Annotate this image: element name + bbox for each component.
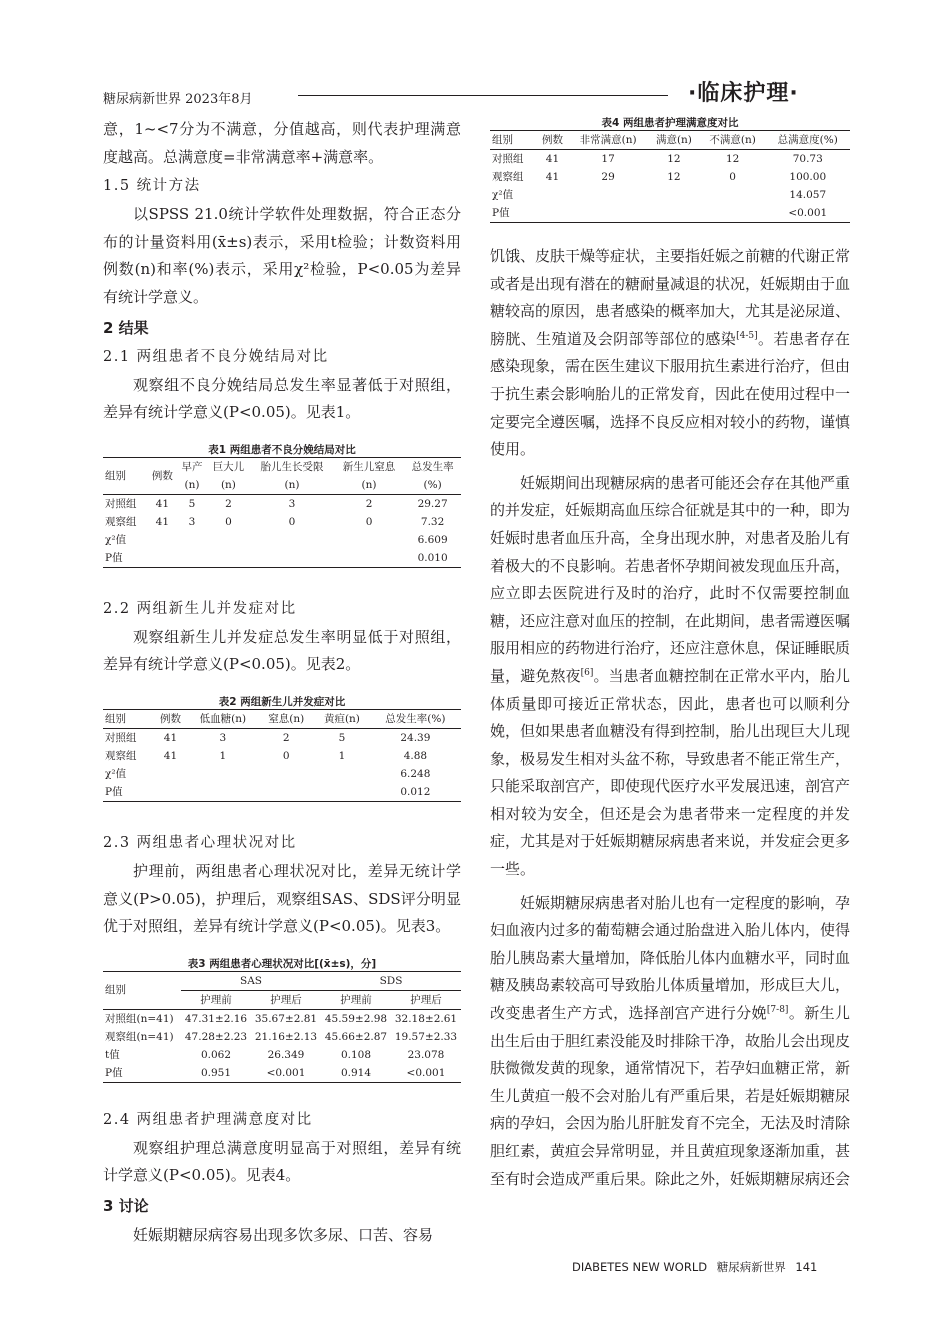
table-cell: 0 [288,515,296,528]
table-header: 低血糖(n) [199,712,247,725]
paragraph: 以SPSS 21.0统计学软件处理数据，符合正态分布的计量资料用(x̄±s)表示，采用t检验；计数资料用例数(n)和率(%)表示，采用χ²检验，P<0.05为差异有统计学意义。 [103,205,461,306]
paragraph: 意，1~<7分为不满意，分值越高，则代表护理满意度越高。总满意度=非常满意率+满意率。 [103,120,461,166]
paragraph-text: 饥饿、皮肤干燥等症状，主要指妊娠之前糖的代谢正常或者是出现有潜在的糖耐量减退的状况，妊娠期由于血糖较高的原因，患者感染的概率加大，尤其是泌尿道、膀胱、生殖道及会阴部等部位的感染 [490,247,851,348]
paragraph: 护理前，两组患者心理状况对比，差异无统计学意义(P>0.05)，护理后，观察组SAS、SDS评分明显优于对照组，差异有统计学意义(P<0.05)。见表3。 [103,861,461,936]
table-cell: 41 [155,515,170,528]
running-header-journal: 糖尿病新世界 2023年8月 [103,92,253,107]
table-cell: 29.27 [417,497,448,510]
table-cell: 3 [188,515,196,528]
paragraph: 观察组护理总满意度明显高于对照组，差异有统计学意义(P<0.05)。见表4。 [103,1138,461,1185]
footer-journal-cn: 糖尿病新世界 [716,1260,786,1274]
table-cell: 24.39 [400,731,431,744]
table-cell: 观察组(n=41) [105,1030,174,1043]
table-header: 胎儿生长受限 [260,460,324,473]
section-heading: 2 结果 [103,318,149,337]
table-header: (n) [184,478,200,491]
table-cell: χ²值 [492,189,514,201]
table-cell: 0 [365,515,373,528]
citation: [4-5] [736,330,758,341]
footer-journal-en: DIABETES NEW WORLD [572,1260,708,1274]
table-row [490,186,850,204]
paragraph: 观察组不良分娩结局总发生率显著低于对照组，差异有统计学意义(P<0.05)。见表1。 [103,375,461,422]
table-cell: <0.001 [406,1066,446,1079]
table-cell: 4.88 [403,749,428,762]
table-cell: P值 [492,207,510,219]
table-row [490,204,850,223]
citation: [7-8] [766,1005,789,1016]
paragraph [490,470,850,884]
table-cell: χ²值 [105,767,127,780]
table-cell: 35.67±2.81 [254,1012,318,1025]
table-row [490,168,850,186]
section-heading: 2.3 两组患者心理状况对比 [103,834,297,851]
table-cell: 观察组 [105,515,137,528]
table-cell: 对照组 [105,497,137,510]
table-cell: 23.078 [407,1048,445,1061]
table-cell: 17 [601,153,615,165]
table-row [103,783,461,802]
table-1 [103,457,461,568]
table-row [103,1028,461,1046]
paragraph [490,243,850,464]
table-header: (n) [284,478,300,491]
table-cell: 6.609 [417,533,448,546]
table-cell: <0.001 [788,207,828,219]
table-cell: 对照组 [105,731,137,744]
table-cell: 45.66±2.87 [324,1030,388,1043]
table-row [103,531,461,549]
paragraph-text: 。新生儿出生后由于胆红素没能及时排除干净，故胎儿会出现皮肤微微发黄的现象，通常情况下，若孕妇血糖正常，新生儿黄疸一般不会对胎儿有严重后果，若是妊娠期糖尿病的孕妇，会因为胎儿肝脏发育不完全，无法及时清除胆红素，黄疸会异常明显，并且黄疸现象逐渐加重，甚至有时会造成严重后果。除此之外，妊娠期糖尿病还会 [490,1004,851,1188]
table-cell: χ²值 [105,533,127,546]
table-cell: 0 [225,515,232,528]
paragraph: 妊娠期糖尿病容易出现多饮多尿、口苦、容易 [133,1225,434,1244]
section-heading: 1.5 统计方法 [103,178,201,195]
table-cell: 41 [163,731,178,744]
table-cell: 6.248 [400,767,431,780]
table-row [103,1046,461,1064]
running-header-section: ·临床护理· [688,81,799,106]
table-header: 护理前 [200,993,232,1006]
table-header: 组别 [105,712,126,725]
table-cell: 0.012 [400,785,431,798]
table-row [103,494,461,513]
table-3 [103,971,461,1083]
table-cell: 32.18±2.61 [394,1012,458,1025]
table-header: 组别 [103,457,148,494]
table-header: 满意(n) [655,134,692,146]
table-cell: 观察组 [105,749,137,762]
table-caption: 表3 两组患者心理状况对比[(x̄±s)，分] [187,957,377,970]
table-cell: 47.31±2.16 [184,1012,248,1025]
table-cell: P值 [105,785,123,798]
table-cell: 2 [365,497,373,510]
table-header: 总发生率 [411,460,454,473]
left-column [103,116,461,1250]
table-cell: 41 [545,171,560,183]
table-cell: 2 [225,497,232,510]
table-cell: 对照组(n=41) [105,1012,174,1025]
table-cell: 0 [282,749,290,762]
table-cell: 29 [601,171,615,183]
table-4 [490,130,850,223]
paragraph-text: 。当患者血糖控制在正常水平内，胎儿体质量即可接近正常状态，因此，患者也可以顺利分娩，但如果患者血糖没有得到控制，胎儿出现巨大儿现象，极易发生相对头盆不称，导致患者不能正常生产，只能采取剖宫产，即使现代医疗水平发展迅速，剖宫产相对较为安全，但还是会为患者带来一定程度的并发症，尤其是对于妊娠期糖尿病患者来说，并发症会更多一些。 [490,666,851,879]
table-cell: 0.951 [200,1066,232,1079]
table-cell: P值 [105,1066,123,1079]
table-cell: 对照组 [492,153,524,165]
table-cell: 41 [163,749,178,762]
table-cell: 26.349 [267,1048,305,1061]
table-cell: 观察组 [492,171,524,183]
table-cell: 0.914 [340,1066,371,1079]
citation: [6] [580,667,594,678]
table-cell: 41 [155,497,170,510]
table-row [490,150,850,169]
table-row [103,765,461,783]
table-cell: 14.057 [789,189,827,201]
table-header: 新生儿窒息 [342,460,396,473]
page-number: 141 [795,1260,818,1274]
table-header: SDS [321,971,461,990]
table-cell: 45.59±2.98 [324,1012,388,1025]
section-heading: 2.4 两组患者护理满意度对比 [103,1111,313,1128]
header-rule [298,95,668,96]
table-cell: 7.32 [420,515,445,528]
paragraph-text: 。若患者存在感染现象，需在医生建议下服用抗生素进行治疗，但由于抗生素会影响胎儿的正常发育，因此在使用过程中一定要完全遵医嘱，选择不良反应相对较小的药物，谨慎使用。 [490,329,851,459]
table-cell: <0.001 [266,1066,306,1079]
paragraph-text: 妊娠期糖尿病患者对胎儿也有一定程度的影响，孕妇血液内过多的葡萄糖会通过胎盘进入胎儿体内，使得胎儿胰岛素大量增加，降低胎儿体内血糖水平，同时血糖及胰岛素较高可导致胎儿体质量增加，形成巨大儿，改变患者生产方式，选择剖宫产进行分娩 [490,893,851,1023]
section-heading: 2.2 两组新生儿并发症对比 [103,600,297,617]
table-cell: 12 [667,171,681,183]
table-cell: 2 [282,731,290,744]
table-header: (n) [220,478,236,491]
paragraph: 观察组新生儿并发症总发生率明显低于对照组，差异有统计学意义(P<0.05)。见表2。 [103,627,461,674]
right-column [490,116,850,1193]
table-header: 护理后 [410,993,442,1006]
table-caption: 表1 两组患者不良分娩结局对比 [208,443,356,456]
table-header: 不满意(n) [709,134,756,146]
table-cell: 3 [219,731,227,744]
table-row [103,1064,461,1083]
table-header: 护理前 [340,993,372,1006]
page-footer [572,1259,817,1275]
table-2 [103,709,461,802]
table-header: 巨大儿 [212,460,245,473]
table-header: (%) [423,478,442,491]
table-header: 总满意度(%) [777,134,838,146]
table-cell: t值 [105,1048,120,1061]
table-header: 护理后 [270,993,302,1006]
table-cell: 1 [219,749,227,762]
table-header: 非常满意(n) [579,134,637,146]
table-caption: 表2 两组新生儿并发症对比 [218,695,346,708]
table-cell: 100.00 [789,171,827,183]
table-header: 黄疸(n) [323,712,360,725]
table-cell: 0.010 [417,551,448,564]
table-header: 组别 [492,134,513,146]
paragraph-text: 妊娠期间出现糖尿病的患者可能还会存在其他严重的并发症，妊娠期高血压综合征就是其中的一种，即为妊娠时患者血压升高，全身出现水肿，对患者及胎儿有着极大的不良影响。若患者怀孕期间被发现血压升高，应立即去医院进行及时的治疗，此时不仅需要控制血糖，还应注意对血压的控制，在此期间，患者需遵医嘱服用相应的药物进行治疗，还应注意休息，保证睡眠质量，避免熬夜 [490,473,851,685]
table-cell: 3 [288,497,296,510]
table-cell: P值 [105,551,123,564]
table-cell: 70.73 [792,153,823,165]
table-row [103,747,461,765]
table-header: 窒息(n) [268,712,305,725]
table-cell: 5 [338,731,346,744]
table-caption: 表4 两组患者护理满意度对比 [601,117,739,129]
table-header: 总发生率(%) [385,712,446,725]
table-header: 早产 [181,460,203,473]
table-cell: 47.28±2.23 [184,1030,248,1043]
table-cell: 0 [729,171,736,183]
table-row [103,1009,461,1028]
table-cell: 12 [667,153,681,165]
table-cell: 5 [188,497,196,510]
paragraph [490,890,850,1194]
table-header: SAS [181,971,321,990]
section-heading: 2.1 两组患者不良分娩结局对比 [103,348,329,365]
table-cell: 0.108 [340,1048,371,1061]
table-header: (n) [361,478,377,491]
table-cell: 19.57±2.33 [394,1030,458,1043]
table-cell: 21.16±2.13 [254,1030,318,1043]
table-row [103,549,461,568]
table-header: 组别 [103,971,181,1009]
table-row [103,728,461,747]
table-row [103,513,461,531]
table-header: 例数 [148,457,178,494]
table-cell: 12 [725,153,740,165]
table-cell: 41 [545,153,560,165]
table-cell: 0.062 [200,1048,232,1061]
section-heading: 3 讨论 [103,1196,149,1215]
table-header: 例数 [541,134,563,146]
table-header: 例数 [159,712,181,725]
table-cell: 1 [338,749,346,762]
